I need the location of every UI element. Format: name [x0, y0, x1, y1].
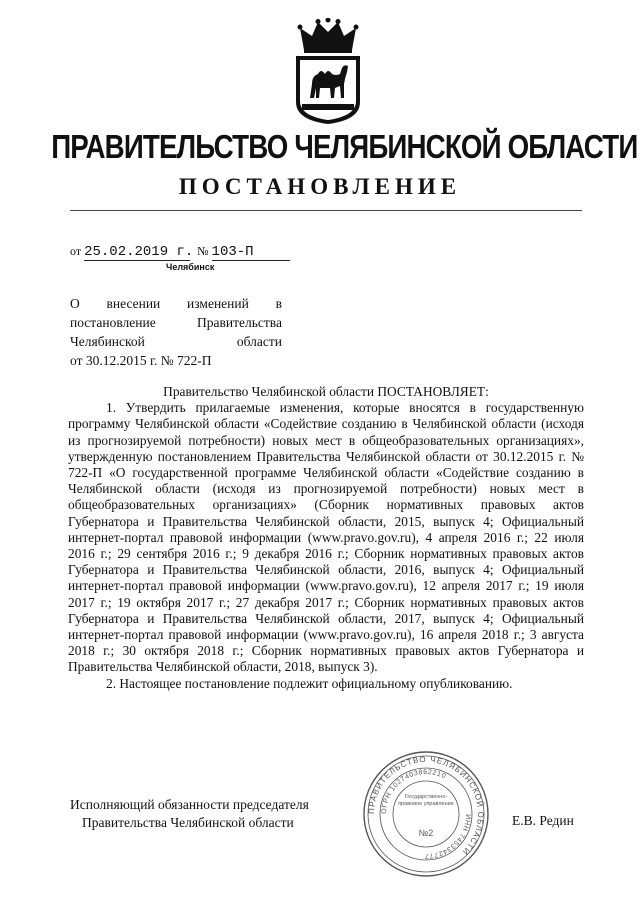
stamp-number: №2 [418, 828, 434, 838]
header-divider [70, 210, 582, 211]
coat-of-arms-emblem [290, 18, 366, 126]
from-label: от [70, 244, 82, 258]
position-line: Исполняющий обязанности председателя [70, 797, 309, 812]
subject-line: О внесении изменений в [70, 296, 282, 311]
subject-line: от 30.12.2015 г. № 722-П [70, 353, 212, 368]
city-label: Челябинск [166, 262, 215, 272]
document-date: 25.02.2019 г. [84, 244, 194, 260]
stamp-outer-text: ПРАВИТЕЛЬСТВО ЧЕЛЯБИНСКОЙ ОБЛАСТИ [366, 754, 486, 857]
stamp-ogrn: ОГРН 1027403862210 [380, 768, 448, 815]
subject-line: постановление Правительства [70, 315, 282, 330]
position-line: Правительства Челябинской области [82, 815, 294, 830]
preamble: Правительство Челябинской области ПОСТАНОВЛЯЕТ: [163, 384, 489, 399]
stamp-inn: ИНН 7453342777 [424, 813, 472, 860]
official-stamp [360, 748, 492, 880]
signatory-name: Е.В. Редин [512, 813, 574, 828]
number-label: № [197, 244, 209, 258]
subject-line: Челябинской области [70, 334, 282, 349]
signatory-position [70, 796, 309, 832]
document-body [68, 384, 584, 692]
government-title: ПРАВИТЕЛЬСТВО ЧЕЛЯБИНСКОЙ ОБЛАСТИ [51, 128, 638, 165]
paragraph-item-1: 1. Утвердить прилагаемые изменения, которые вносятся в государственную программу Челябинской области «Содействие созданию в Челябинской области (исходя из прогнозируемой потребности) новых мест в общеобразовательных организациях», утвержденную постановлением Правительства Челябинской области от 30.12.2015 г. № 722-П «О государственной программе Челябинской области «Содействие созданию в Челябинской области (исходя из прогнозируемой потребности) новых мест в общеобразовательных организациях» (Сборник нормативных правовых актов Губернатора и Правительства Челябинской области, 2015, выпуск 4; Официальный интернет-портал правовой информации (www.pravo.gov.ru), 4 апреля 2016 г.; 22 июля 2016 г.; 29 сентября 2016 г.; 9 декабря 2016 г.; Сборник нормативных правовых актов Губернатора и Правительства Челябинской области, 2016, выпуск 4; Официальный интернет-портал правовой информации (www.pravo.gov.ru), 12 апреля 2017 г.; 19 июля 2017 г.; 19 октября 2017 г.; 27 декабря 2017 г.; Сборник нормативных правовых актов Губернатора и Правительства Челябинской области, 2017, выпуск 4; Официальный интернет-портал правовой информации (www.pravo.gov.ru), 16 апреля 2018 г.; 3 августа 2018 г.; 30 октября 2018 г.; Сборник нормативных правовых актов Губернатора и Правительства Челябинской области, 2018, выпуск 3). [68, 400, 584, 675]
date-number-line [70, 244, 290, 261]
paragraph-item-2: 2. Настоящее постановление подлежит официальному опубликованию. [106, 675, 513, 691]
document-number: 103-П [212, 244, 290, 261]
document-type: ПОСТАНОВЛЕНИЕ [178, 174, 462, 199]
document-subject [70, 294, 282, 370]
stamp-inner-text: Государственно-правовое управление [398, 794, 454, 807]
